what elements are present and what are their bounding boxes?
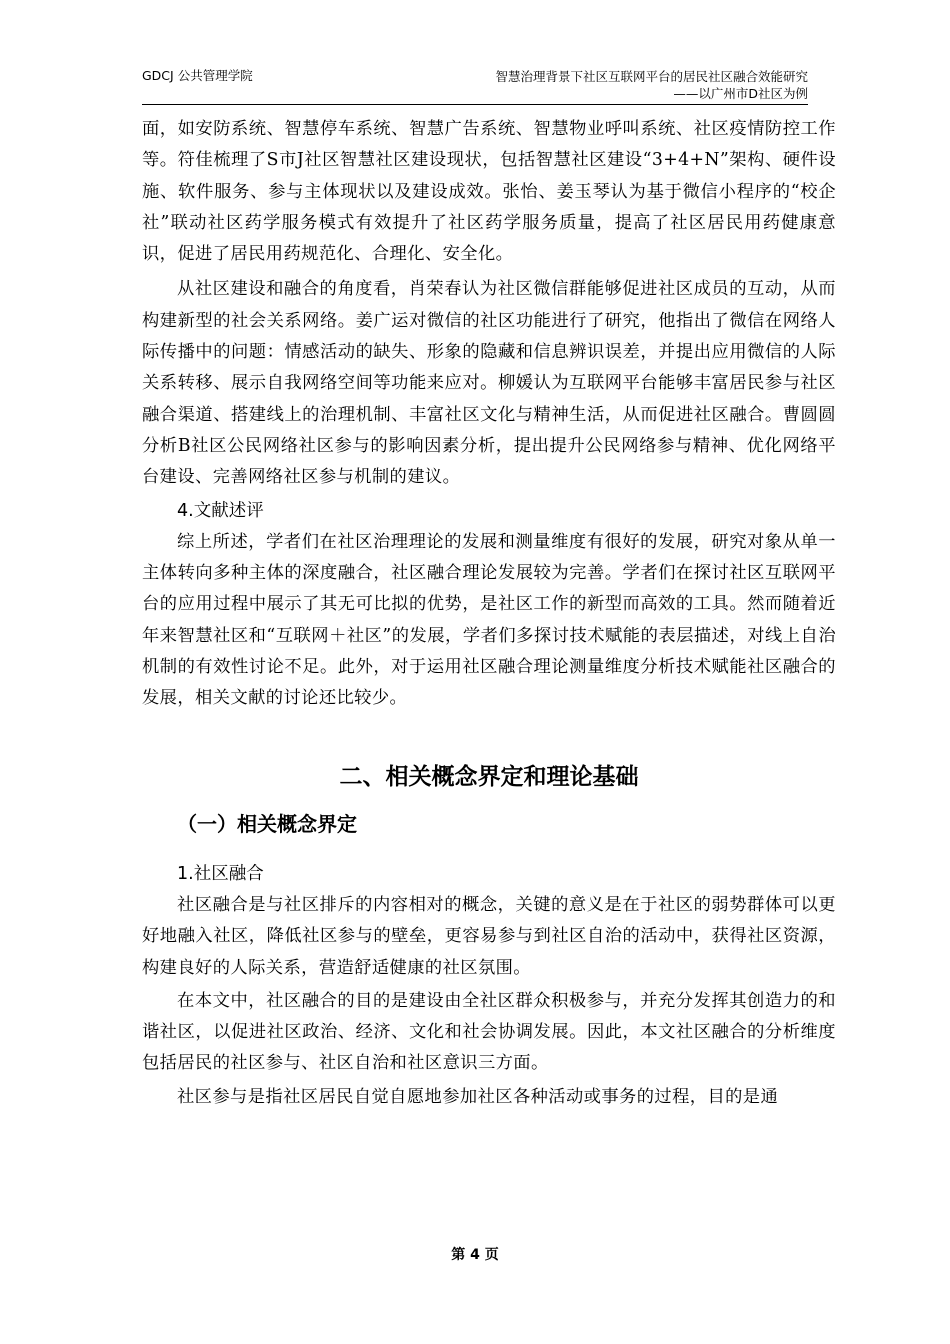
page-content: [142, 114, 836, 1113]
paragraph-1: 面，如安防系统、智慧停车系统、智慧广告系统、智慧物业呼叫系统、社区疫情防控工作等。符佳梳理了S市J社区智慧社区建设现状，包括智慧社区建设“3+4+N”架构、硬件设施、软件服务、参与主体现状以及建设成效。张怡、姜玉琴认为基于微信小程序的“校企社”联动社区药学服务模式有效提升了社区药学服务质量，提高了社区居民用药健康意识，促进了居民用药规范化、合理化、安全化。: [142, 119, 836, 265]
heading-literature-review: 4.文献述评: [177, 500, 264, 521]
header-rule: [142, 104, 808, 105]
paragraph-6: 社区参与是指社区居民自觉自愿地参加社区各种活动或事务的过程，目的是通: [177, 1086, 779, 1107]
heading-community-fusion: 1.社区融合: [177, 863, 264, 884]
paragraph-5: 在本文中，社区融合的目的是建设由全社区群众积极参与，并充分发挥其创造力的和谐社区，以促进社区政治、经济、文化和社会协调发展。因此，本文社区融合的分析维度包括居民的社区参与、社区自治和社区意识三方面。: [142, 990, 836, 1074]
page-number: 第 4 页: [451, 1247, 499, 1263]
section-title: （一）相关概念界定: [177, 811, 357, 836]
paragraph-3: 综上所述，学者们在社区治理理论的发展和测量维度有很好的发展，研究对象从单一主体转向多种主体的深度融合，社区融合理论发展较为完善。学者们在探讨社区互联网平台的应用过程中展示了其无可比拟的优势，是社区工作的新型而高效的工具。然而随着近年来智慧社区和“互联网＋社区”的发展，学者们多探讨技术赋能的表层描述，对线上自治机制的有效性讨论不足。此外，对于运用社区融合理论测量维度分析技术赋能社区融合的发展，相关文献的讨论还比较少。: [142, 531, 836, 709]
header-title-block: [495, 68, 808, 102]
header-subtitle: ——以广州市D社区为例: [673, 86, 808, 101]
paragraph-4: 社区融合是与社区排斥的内容相对的概念，关键的意义是在于社区的弱势群体可以更好地融入社区，降低社区参与的壁垒，更容易参与到社区自治的活动中，获得社区资源，构建良好的人际关系，营造舒适健康的社区氛围。: [142, 894, 836, 978]
header-title: 智慧治理背景下社区互联网平台的居民社区融合效能研究: [495, 69, 808, 84]
paragraph-2: 从社区建设和融合的角度看，肖荣春认为社区微信群能够促进社区成员的互动，从而构建新型的社会关系网络。姜广运对微信的社区功能进行了研究，他指出了微信在网络人际传播中的问题：情感活动的缺失、形象的隐藏和信息辨识误差，并提出应用微信的人际关系转移、展示自我网络空间等功能来应对。柳媛认为互联网平台能够丰富居民参与社区融合渠道、搭建线上的治理机制、丰富社区文化与精神生活，从而促进社区融合。曹圆圆分析B社区公民网络社区参与的影响因素分析，提出提升公民网络参与精神、优化网络平台建设、完善网络社区参与机制的建议。: [142, 279, 836, 488]
chapter-title: 二、相关概念界定和理论基础: [339, 763, 639, 790]
header-school: GDCJ 公共管理学院: [142, 68, 253, 83]
